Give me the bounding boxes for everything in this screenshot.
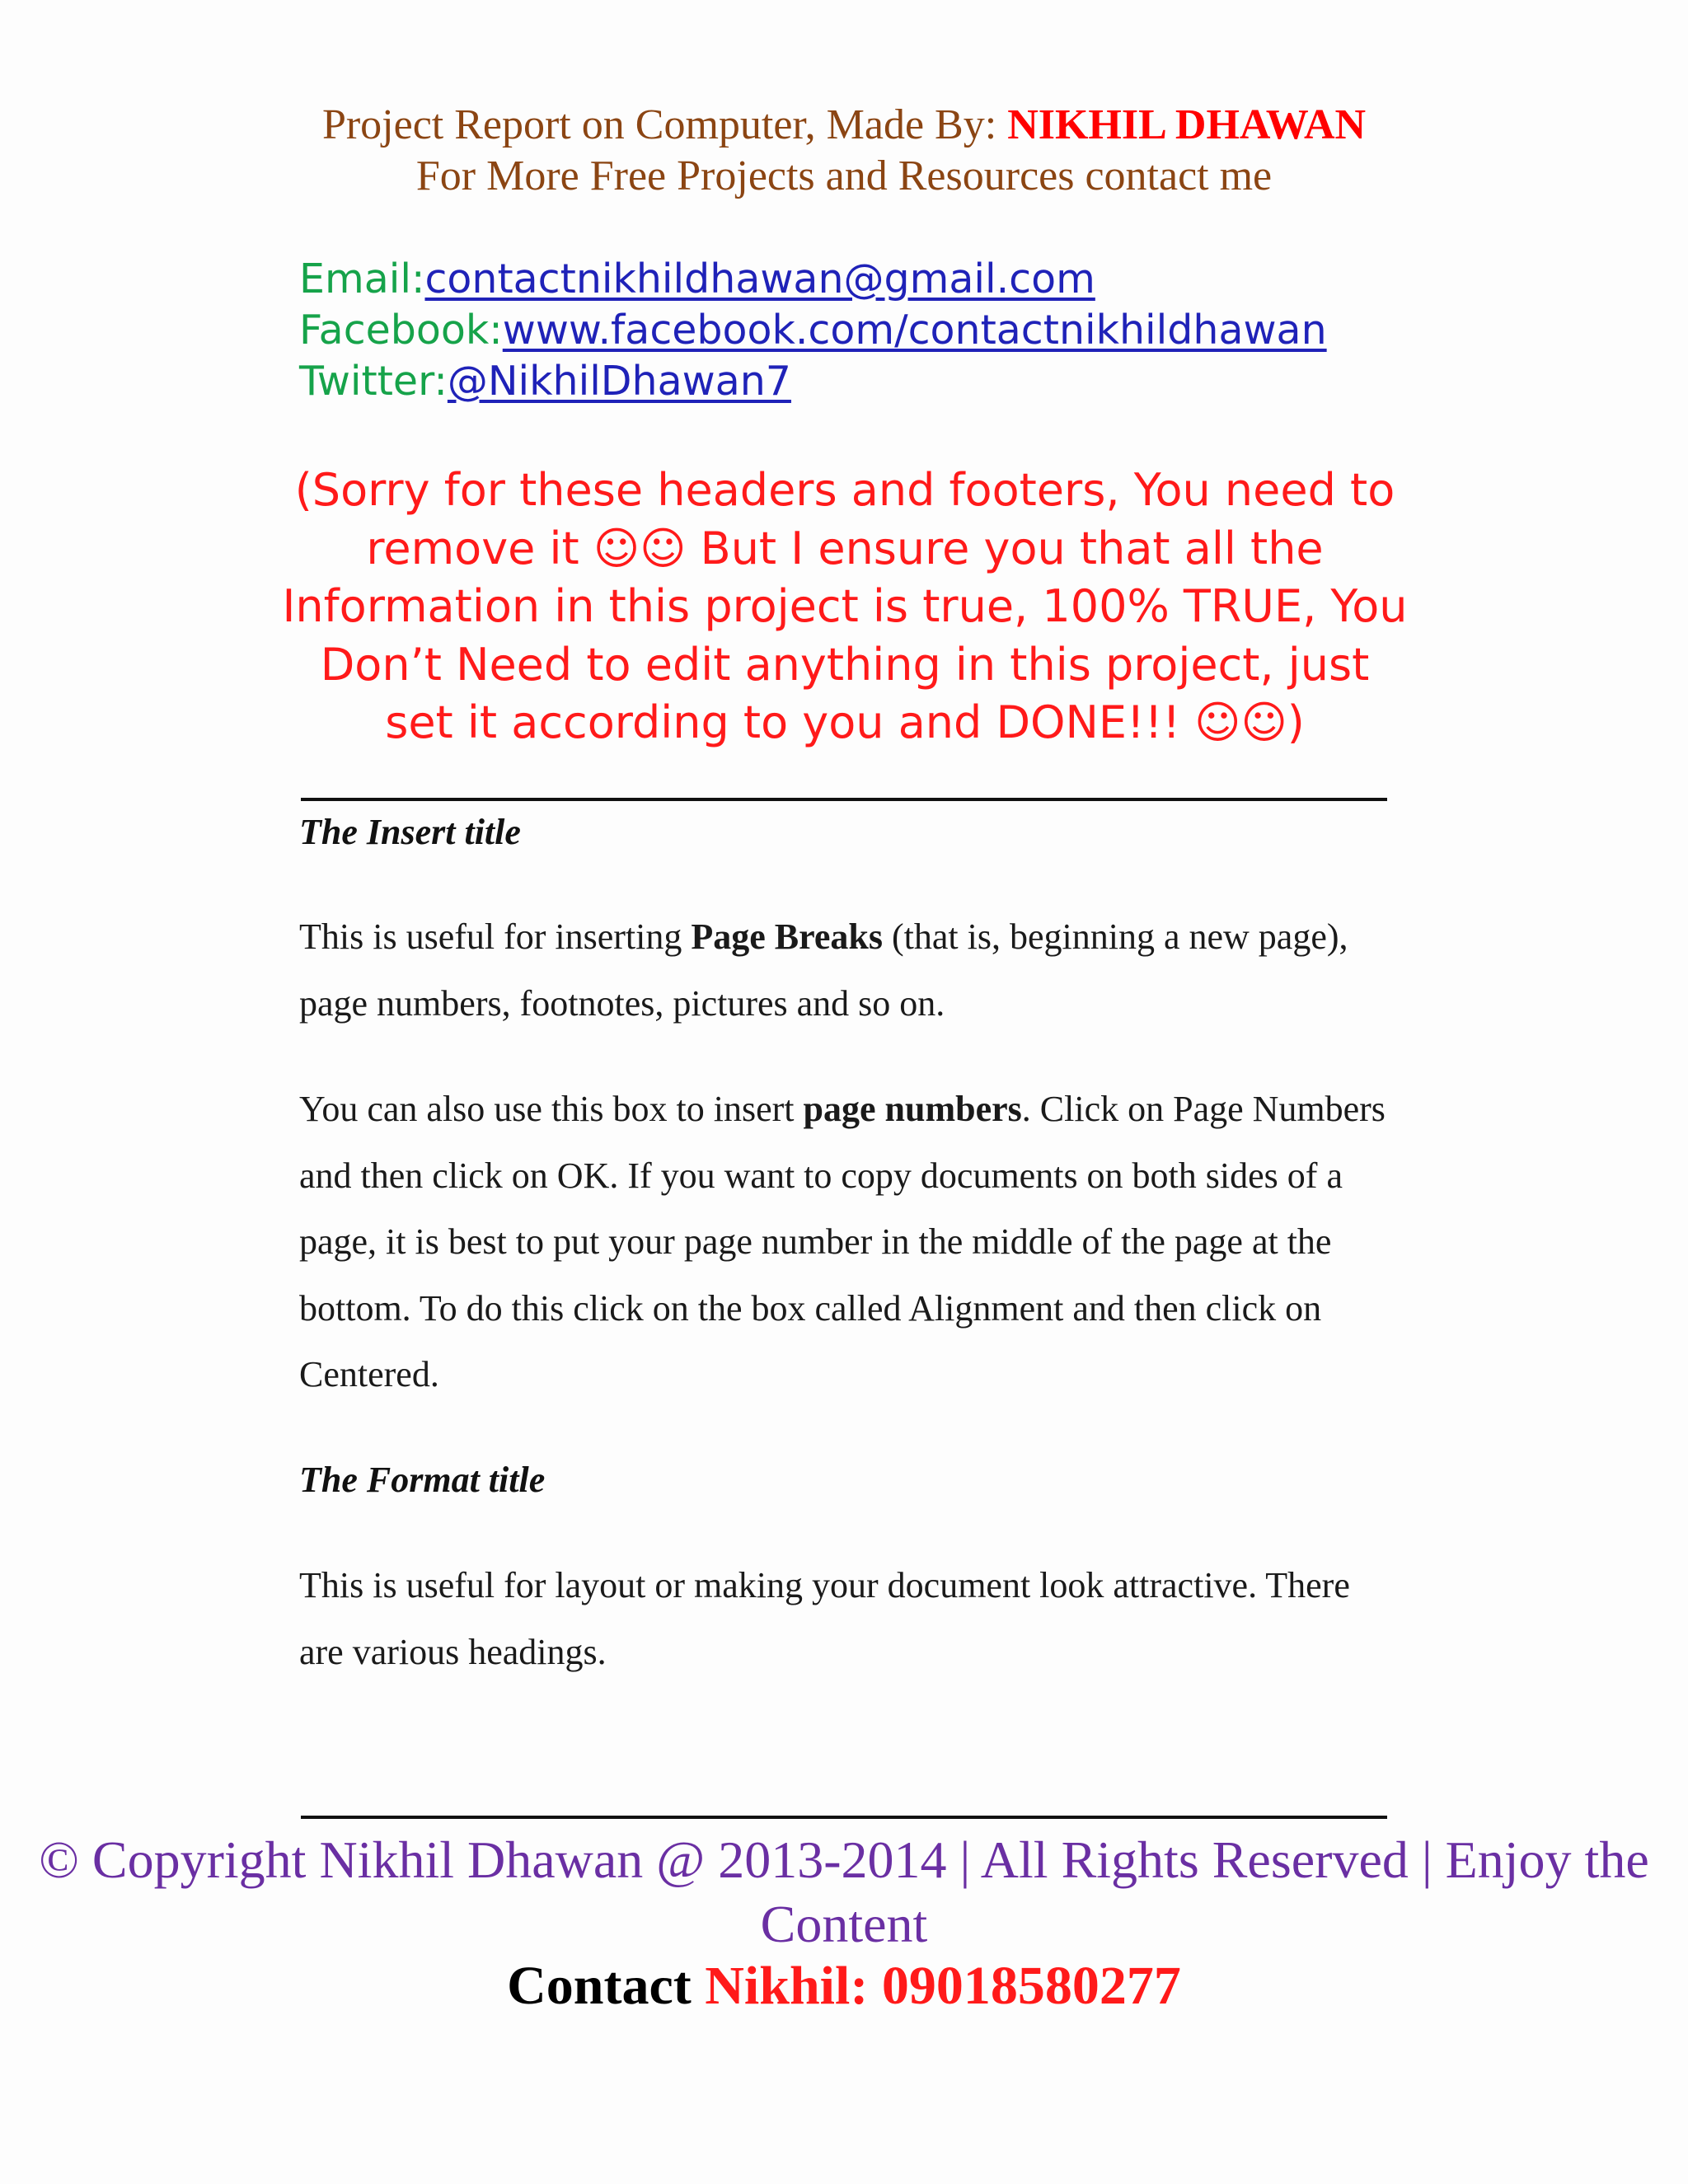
header-title xyxy=(0,99,1688,152)
email-label: Email: xyxy=(299,255,425,302)
insert-p2-text-start: You can also use this box to insert xyxy=(299,1089,804,1129)
format-section-title: The Format title xyxy=(299,1460,546,1500)
insert-p2-text-end: . Click on Page Numbers and then click on OK. If you want to copy documents on both sides of a page, it is best to put your page number in the middle of the page at the bottom. To do this click on the box called Alignment and then click on Centered. xyxy=(299,1089,1386,1394)
facebook-line xyxy=(299,305,1327,356)
insert-paragraph-2 xyxy=(299,1076,1395,1408)
insert-p1-text-start: This is useful for inserting xyxy=(299,916,692,957)
twitter-label: Twitter: xyxy=(299,358,448,405)
twitter-line xyxy=(299,356,791,407)
author-name: NIKHIL DHAWAN xyxy=(1007,101,1367,148)
footer-contact xyxy=(0,1953,1688,2019)
insert-p2-bold: page numbers xyxy=(803,1089,1022,1129)
header-subtitle: For More Free Projects and Resources contact me xyxy=(415,152,1273,199)
footer-copyright: © Copyright Nikhil Dhawan @ 2013-2014 | All Rights Reserved | Enjoy the Content xyxy=(39,1830,1649,1953)
header-divider xyxy=(301,798,1387,801)
apology-notice: (Sorry for these headers and footers, You need to remove it ☺☺ But I ensure you that all the Information in this project is true, 100% TRUE, You Don’t Need to edit anything in this project, just set it according to you and DONE!!! ☺☺) xyxy=(282,464,1408,748)
insert-paragraph-1 xyxy=(299,904,1395,1037)
footer-phone: Nikhil: 09018580277 xyxy=(705,1956,1181,2016)
footer-divider xyxy=(301,1816,1387,1819)
facebook-link[interactable]: www.facebook.com/contactnikhildhawan xyxy=(502,307,1327,354)
format-paragraph-1: This is useful for layout or making your document look attractive. There are various headings. xyxy=(299,1565,1350,1672)
twitter-link[interactable]: @NikhilDhawan7 xyxy=(447,358,791,405)
footer-contact-label: Contact xyxy=(507,1956,706,2016)
insert-p1-bold: Page Breaks xyxy=(691,916,884,957)
header-title-prefix: Project Report on Computer, Made By: xyxy=(321,101,1008,148)
email-link[interactable]: contactnikhildhawan@gmail.com xyxy=(424,255,1095,302)
insert-section-title: The Insert title xyxy=(299,812,521,852)
email-line xyxy=(299,254,1095,305)
facebook-label: Facebook: xyxy=(299,307,503,354)
insert-p1-text-end: (that is, beginning a new page), page numbers, footnotes, pictures and so on. xyxy=(299,916,1348,1024)
